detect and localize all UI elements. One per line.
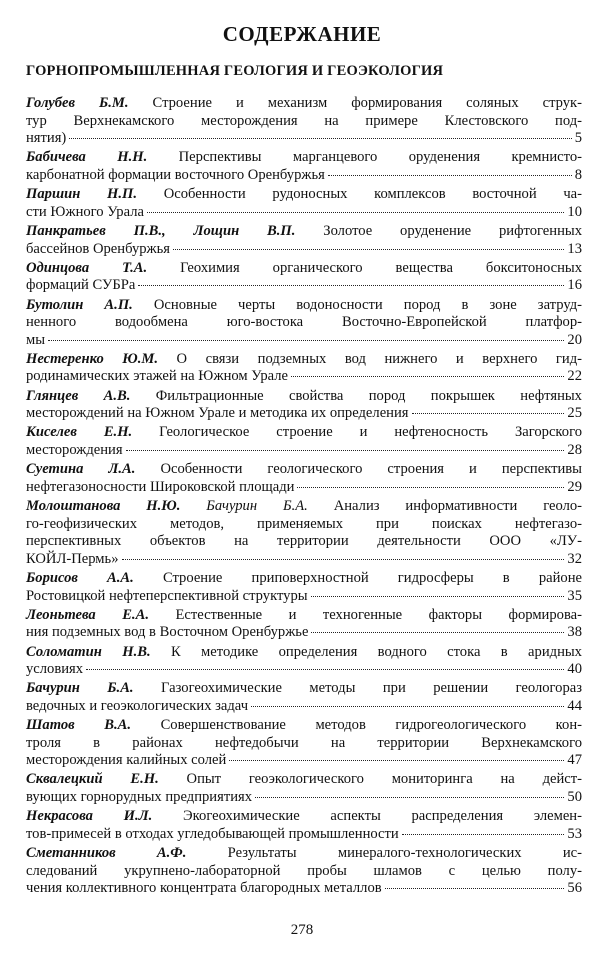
toc-entry-author: Леоньтева Е.А. bbox=[26, 606, 149, 623]
toc-entry bbox=[26, 388, 582, 423]
toc-entry-title: месторождений на Южном Урале и методика их определения bbox=[26, 405, 409, 422]
toc-entry-title: троля в районах нефтедобычи на территории Верхнекамского bbox=[26, 734, 582, 751]
toc-entry-line bbox=[26, 624, 582, 642]
toc-entry-title: Совершенствование методов гидрогеологического кон- bbox=[160, 717, 583, 734]
toc-entry-title: Ростовицкой нефтеперспективной структуры bbox=[26, 587, 308, 604]
toc-entry-line bbox=[26, 351, 582, 369]
toc-entry-text bbox=[26, 845, 582, 861]
toc-entry-title: ненного водообмена юго-востока Восточно-Европейской платфор- bbox=[26, 314, 582, 331]
toc-entry-line bbox=[26, 149, 582, 167]
toc-entry-text bbox=[26, 223, 582, 239]
toc-entry-text bbox=[26, 680, 582, 696]
toc-entry-author: Суетина Л.А. bbox=[26, 461, 136, 478]
toc-entry-line bbox=[26, 405, 582, 423]
toc-entry-line bbox=[26, 260, 582, 278]
section-heading: ГОРНОПРОМЫШЛЕННАЯ ГЕОЛОГИЯ И ГЕОЭКОЛОГИЯ bbox=[26, 63, 444, 79]
toc-entry-author: Некрасова И.Л. bbox=[26, 808, 153, 825]
dot-leader bbox=[328, 175, 572, 176]
toc-entry-title: перспективных объектов на территории деятельности ООО «ЛУ- bbox=[26, 533, 582, 550]
toc-entry-title: Результаты минералого-технологических ис- bbox=[227, 845, 583, 862]
page-number: 278 bbox=[290, 922, 314, 938]
toc-entry-title: ведочных и геоэкологических задач bbox=[26, 697, 249, 714]
toc-entry-line bbox=[26, 533, 582, 551]
toc-entry-title: Экогеохимические аспекты распределения элемен- bbox=[183, 808, 582, 825]
toc-entry bbox=[26, 680, 582, 715]
toc-entry bbox=[26, 808, 582, 843]
toc-entry-page: 53 bbox=[567, 825, 582, 842]
toc-entry bbox=[26, 771, 582, 806]
toc-entry bbox=[26, 186, 582, 221]
toc-entry-text bbox=[26, 607, 582, 623]
toc-entry-line bbox=[26, 789, 582, 807]
toc-entry-title: месторождения калийных солей bbox=[26, 752, 227, 769]
toc-entry-author: Шатов В.А. bbox=[26, 717, 132, 734]
toc-entry-text bbox=[26, 332, 45, 350]
toc-entry-author: Голубев Б.М. bbox=[26, 95, 129, 111]
dot-leader bbox=[311, 632, 564, 633]
toc-entry-title: тов-примесей в отходах угледобывающей промышленности bbox=[26, 825, 399, 842]
toc-entry-title: Анализ информативности геоло- bbox=[333, 498, 583, 514]
toc-entry bbox=[26, 260, 582, 295]
dot-leader bbox=[48, 340, 564, 341]
toc-entry-text bbox=[26, 113, 582, 129]
toc-entry-title: сти Южного Урала bbox=[26, 203, 144, 220]
toc-entry-title: Геохимия органического вещества бокситоносных bbox=[180, 259, 582, 276]
dot-leader bbox=[173, 249, 564, 250]
toc-entry-line bbox=[26, 332, 582, 350]
toc-entry-title: Геологическое строение и нефтеносность Загорского bbox=[159, 424, 582, 441]
toc-entry-line bbox=[26, 167, 582, 185]
toc-entry-page: 25 bbox=[567, 405, 582, 422]
toc-entry-page: 8 bbox=[574, 166, 582, 183]
toc-entry-title: ния подземных вод в Восточном Оренбуржье bbox=[26, 624, 309, 641]
toc-entry-line bbox=[26, 314, 582, 332]
toc-entry-title: нефтегазоносности Широковской площади bbox=[26, 478, 295, 495]
dot-leader bbox=[229, 760, 564, 761]
toc-entry-line bbox=[26, 570, 582, 588]
toc-entry-line bbox=[26, 479, 582, 497]
toc-entry bbox=[26, 95, 582, 148]
toc-entry-title: месторождения bbox=[26, 442, 123, 459]
toc-entry-text bbox=[26, 277, 135, 295]
toc-entry bbox=[26, 607, 582, 642]
toc-entry-line bbox=[26, 204, 582, 222]
toc-entry-title: вующих горнорудных предприятиях bbox=[26, 789, 253, 806]
toc-entry-line bbox=[26, 186, 582, 204]
dot-leader bbox=[126, 450, 565, 451]
toc-entry-text bbox=[26, 661, 83, 679]
toc-entry-title: нятия) bbox=[26, 130, 67, 147]
toc-entry-page: 28 bbox=[567, 442, 582, 459]
toc-entry-text bbox=[26, 241, 170, 259]
toc-entry-coauthor: Бачурин Б.А. bbox=[206, 498, 308, 514]
toc-entry-line bbox=[26, 551, 582, 569]
toc-entry-text bbox=[26, 717, 582, 733]
toc-entry-page: 32 bbox=[567, 550, 582, 567]
toc-entry-text bbox=[26, 167, 325, 185]
toc-entry-text bbox=[26, 186, 582, 202]
toc-entry-author: Бутолин А.П. bbox=[26, 296, 133, 313]
toc-entry bbox=[26, 644, 582, 679]
toc-entry-line bbox=[26, 644, 582, 662]
toc-entry-author: Паршин Н.П. bbox=[26, 186, 138, 203]
toc-entry-line bbox=[26, 277, 582, 295]
toc-entry-page: 40 bbox=[567, 661, 582, 678]
toc-entry-text bbox=[26, 442, 123, 460]
toc-entry-line bbox=[26, 826, 582, 844]
toc-entry bbox=[26, 424, 582, 459]
toc-entry-title: бассейнов Оренбуржья bbox=[26, 240, 171, 257]
toc-entry bbox=[26, 149, 582, 184]
toc-entry-title: формаций СУБРа bbox=[26, 277, 136, 294]
toc-entry-text bbox=[26, 880, 382, 898]
toc-entry-text bbox=[26, 570, 582, 586]
toc-entry-author: Глянцев А.В. bbox=[26, 387, 131, 404]
toc-entry bbox=[26, 223, 582, 258]
toc-entry-title: Газогеохимические методы при решении геологораз bbox=[161, 680, 582, 697]
toc-entry-title: Строение приповерхностной гидросферы в районе bbox=[162, 569, 582, 586]
toc-entry-title: Особенности рудоносных комплексов восточной ча- bbox=[163, 186, 582, 203]
toc-entry-title: родинамических этажей на Южном Урале bbox=[26, 368, 288, 385]
toc-entry-author: Панкратьев П.В., Лощин В.П. bbox=[26, 222, 296, 239]
toc-entry-line bbox=[26, 241, 582, 259]
toc-entry-text bbox=[26, 351, 582, 367]
toc-entry-text bbox=[26, 644, 582, 660]
toc-entry-text bbox=[26, 149, 582, 165]
dot-leader bbox=[311, 596, 565, 597]
toc-entry-text bbox=[26, 297, 582, 313]
dot-leader bbox=[255, 797, 564, 798]
toc-entry-text bbox=[26, 624, 308, 642]
toc-entry-line bbox=[26, 223, 582, 241]
toc-entry-line bbox=[26, 661, 582, 679]
toc-entry bbox=[26, 845, 582, 898]
toc-entry-text bbox=[26, 808, 582, 824]
toc-entry-text bbox=[26, 789, 252, 807]
dot-leader bbox=[297, 487, 564, 488]
toc-entry-page: 13 bbox=[567, 240, 582, 257]
toc-entry-line bbox=[26, 516, 582, 534]
toc-entry bbox=[26, 570, 582, 605]
toc-entry-line bbox=[26, 368, 582, 386]
dot-leader bbox=[69, 138, 571, 139]
toc-entry-line bbox=[26, 771, 582, 789]
toc-entry-author: Киселев Е.Н. bbox=[26, 424, 133, 441]
toc-entry-text bbox=[26, 551, 119, 569]
toc-entry-text bbox=[26, 95, 582, 111]
toc-entry-line bbox=[26, 461, 582, 479]
toc-entry-text bbox=[26, 405, 409, 423]
dot-leader bbox=[385, 888, 565, 889]
page-title: СОДЕРЖАНИЕ bbox=[222, 22, 382, 46]
toc-entry-title: условиях bbox=[26, 661, 84, 678]
toc-entry bbox=[26, 297, 582, 350]
toc-entry-line bbox=[26, 717, 582, 735]
toc-entry-text bbox=[26, 826, 399, 844]
toc-entry-line bbox=[26, 845, 582, 863]
toc-entry-title: следований укрупнено-лабораторной пробы шламов с целью полу- bbox=[26, 862, 582, 879]
toc-entry-title: КОЙЛ-Пермь» bbox=[26, 550, 119, 567]
toc-entry-line bbox=[26, 808, 582, 826]
toc-entry-line bbox=[26, 698, 582, 716]
toc-entry-author: Сметанников А.Ф. bbox=[26, 845, 187, 862]
toc-entry-title: О связи подземных вод нижнего и верхнего гид- bbox=[176, 350, 582, 367]
toc-entry-line bbox=[26, 607, 582, 625]
dot-leader bbox=[122, 559, 565, 560]
toc-entry-text bbox=[26, 461, 582, 477]
toc-entry-text bbox=[26, 863, 582, 879]
dot-leader bbox=[291, 376, 564, 377]
toc-entry-author: Сквалецкий Е.Н. bbox=[26, 771, 159, 788]
toc-entry-text bbox=[26, 130, 66, 148]
toc-entry-page: 29 bbox=[567, 478, 582, 495]
dot-leader bbox=[147, 212, 564, 213]
toc-entry-author: Нестеренко Ю.М. bbox=[26, 350, 158, 367]
toc-entry-line bbox=[26, 297, 582, 315]
dot-leader bbox=[251, 706, 564, 707]
toc-entry-line bbox=[26, 680, 582, 698]
toc-entry-title: Перспективы марганцевого оруденения кремнисто- bbox=[178, 149, 582, 166]
toc-entry-title: Особенности геологического строения и перспективы bbox=[160, 461, 582, 478]
toc-entry-title: карбонатной формации восточного Оренбуржья bbox=[26, 166, 325, 183]
toc-entry-title: Золотое оруденение рифтогенных bbox=[323, 222, 583, 239]
toc-entry-title: чения коллективного концентрата благородных металлов bbox=[26, 880, 382, 897]
toc-entry-author: Соломатин Н.В. bbox=[26, 643, 151, 660]
toc-entry-title: Фильтрационные свойства пород покрышек нефтяных bbox=[155, 387, 582, 404]
toc-entry-title: мы bbox=[26, 331, 46, 348]
toc-entry-page: 20 bbox=[567, 331, 582, 348]
toc-entry-page: 10 bbox=[567, 203, 582, 220]
toc-entry-title: Естественные и техногенные факторы формирова- bbox=[175, 606, 582, 623]
toc-entry-page: 44 bbox=[567, 697, 582, 714]
toc-entry-text bbox=[26, 424, 582, 440]
toc-entry-text bbox=[26, 260, 582, 276]
dot-leader bbox=[86, 669, 564, 670]
toc-entry-line bbox=[26, 752, 582, 770]
toc-entry-page: 47 bbox=[567, 752, 582, 769]
toc-entry-text bbox=[26, 752, 226, 770]
toc-entry-line bbox=[26, 130, 582, 148]
toc-entry-author: Одинцова Т.А. bbox=[26, 259, 148, 276]
toc-entry-page: 5 bbox=[574, 130, 582, 147]
toc-entry-text bbox=[26, 516, 582, 532]
toc-entry-title: Опыт геоэкологического мониторинга на дейст- bbox=[186, 771, 582, 788]
toc-entry-text bbox=[26, 479, 294, 497]
toc-entry-text bbox=[26, 698, 248, 716]
toc-entry bbox=[26, 351, 582, 386]
toc-entry-line bbox=[26, 388, 582, 406]
toc-entry-author: Борисов А.А. bbox=[26, 569, 134, 586]
toc-entry bbox=[26, 461, 582, 496]
toc-entry-title: тур Верхнекамского месторождения на примере Клестовского под- bbox=[26, 112, 582, 129]
toc-entry-text bbox=[26, 498, 582, 514]
toc-entry-text bbox=[26, 771, 582, 787]
toc-entry-line bbox=[26, 880, 582, 898]
toc-entry-title: Основные черты водоносности пород в зоне затруд- bbox=[153, 296, 582, 313]
toc-entry-page: 22 bbox=[567, 368, 582, 385]
toc-entry-page: 35 bbox=[567, 587, 582, 604]
toc-entry-line bbox=[26, 863, 582, 881]
toc-entry-text bbox=[26, 368, 288, 386]
toc-entry-text bbox=[26, 388, 582, 404]
toc-entry-line bbox=[26, 95, 582, 113]
toc-entry-text bbox=[26, 735, 582, 751]
toc-entry-line bbox=[26, 588, 582, 606]
toc-entry bbox=[26, 717, 582, 770]
dot-leader bbox=[138, 285, 564, 286]
dot-leader bbox=[402, 834, 565, 835]
toc-entry-page: 38 bbox=[567, 624, 582, 641]
toc-entry-title: К методике определения водного стока в аридных bbox=[170, 643, 582, 660]
toc-entry-author: Молоштанова Н.Ю. bbox=[26, 498, 181, 514]
dot-leader bbox=[412, 413, 565, 414]
toc-entry-text bbox=[26, 314, 582, 330]
toc-entry-page: 50 bbox=[567, 789, 582, 806]
toc-entry-page: 16 bbox=[567, 277, 582, 294]
toc-entry-page: 56 bbox=[567, 880, 582, 897]
toc-entry-line bbox=[26, 113, 582, 131]
table-of-contents bbox=[26, 95, 582, 899]
toc-entry-title: го-геофизических методов, применяемых при поисках нефтегазо- bbox=[26, 515, 582, 532]
toc-entry-text bbox=[26, 204, 144, 222]
toc-entry-line bbox=[26, 498, 582, 516]
toc-entry bbox=[26, 498, 582, 568]
toc-entry-author: Бабичева Н.Н. bbox=[26, 149, 148, 166]
toc-entry-author: Бачурин Б.А. bbox=[26, 680, 134, 697]
toc-entry-text bbox=[26, 533, 582, 549]
toc-entry-line bbox=[26, 735, 582, 753]
toc-entry-text bbox=[26, 588, 308, 606]
toc-entry-line bbox=[26, 424, 582, 442]
toc-entry-title: Строение и механизм формирования соляных струк- bbox=[152, 95, 582, 111]
toc-entry-line bbox=[26, 442, 582, 460]
